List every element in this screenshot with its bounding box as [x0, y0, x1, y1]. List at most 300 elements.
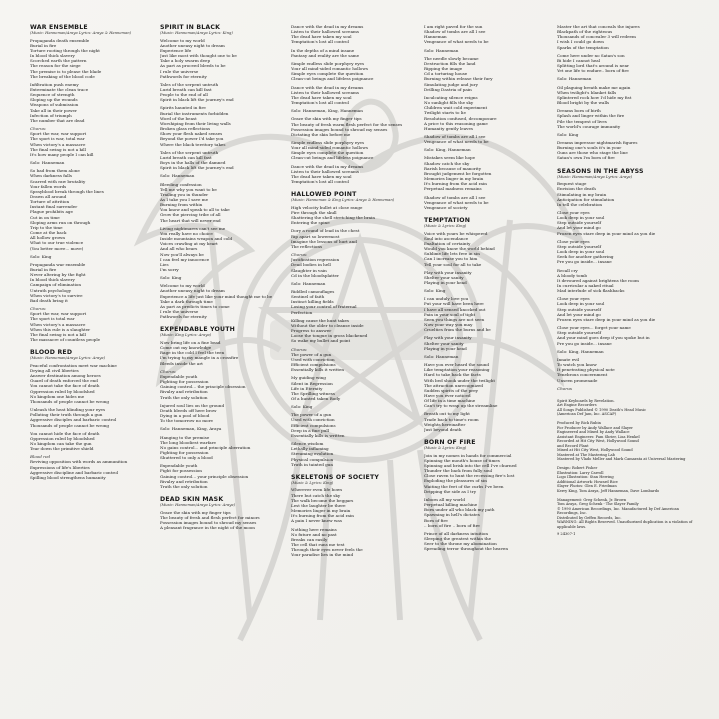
lyric-line: Bi hide I cannot heal — [557, 57, 601, 63]
lyric-line: Your all mind-sided romantic hollows — [291, 145, 368, 151]
lyric-line: Efficient compulsions — [291, 422, 336, 428]
lyric-line: Infiltration push enemy — [30, 81, 79, 87]
song-credit: (Music: Hanneman/Araya Lyrics: King) — [160, 31, 233, 35]
lyric-line: Sudden spirits of the prey — [424, 387, 478, 393]
lyric-line: Step outside yourself — [557, 243, 602, 249]
lyric-line: The cell that runs me test — [291, 542, 345, 547]
lyric-line: In the depths of a mind insane — [291, 47, 355, 53]
lyric-line: Scorched earth the pattern — [30, 58, 87, 64]
lyric-line: The reflections — [291, 243, 323, 249]
lyrics-column-4 — [424, 24, 560, 704]
lyric-line: Truth the only solution — [160, 394, 208, 400]
lyric-line: Lurid breath can kill fast — [160, 87, 212, 92]
stanza — [424, 296, 560, 332]
stanza — [291, 375, 427, 401]
lyric-line: The dead have taken my soul — [291, 173, 352, 179]
song-block — [291, 24, 427, 184]
lyric-line: Pre you go inside... insane — [557, 259, 612, 265]
stanza — [291, 228, 427, 249]
lyric-line: Perpetual madness remains — [424, 186, 482, 192]
lyrics-column-1 — [30, 24, 166, 704]
lyric-line: Cruelties from the burns and be — [424, 327, 491, 333]
lyric-line: As part as proceed bleeds to be — [160, 63, 226, 69]
song-block — [557, 24, 697, 161]
lyric-line: Exploding the pleasures of sin — [424, 478, 487, 484]
lyric-line: Simple eyes complete the question — [291, 71, 364, 77]
lyric-line: Propaganda war ensemble — [30, 261, 86, 267]
lyric-line: A bloody tomb — [557, 272, 587, 278]
solo-credit: Solo: King — [30, 253, 52, 259]
lyric-line: Close your eyes — [557, 238, 590, 244]
lyric-line: Expendable youth — [160, 373, 198, 379]
stanza — [291, 205, 427, 226]
lyric-line: When darkness falls — [30, 173, 72, 179]
lyric-line: Word of the beast — [160, 115, 197, 121]
stanza — [424, 453, 560, 494]
lyric-line: Can't try to wrap up the streamline — [424, 403, 498, 409]
lyric-line: Efficient compulsions — [291, 362, 336, 368]
lyric-line: I rule the universe — [160, 309, 199, 315]
lyric-line: Another uneasy night to dream — [160, 42, 225, 48]
lyric-line: Boys in the halls of the damned — [160, 160, 226, 166]
lyric-line: Grow the piercing tribe of all — [160, 212, 221, 218]
lyric-line: Used with conviction — [291, 356, 335, 362]
stanza — [30, 407, 166, 428]
stanza — [557, 357, 697, 383]
solo-credit: Solo: Hanneman — [160, 173, 195, 179]
lyric-line: Look deep in your soul — [557, 249, 605, 255]
section-label: Chorus: — [291, 252, 308, 258]
lyric-line: Satan's own I'm born of fire — [557, 155, 615, 161]
stanza — [30, 82, 166, 123]
lyric-line: Possession images bound to shroud my senses — [160, 519, 257, 525]
lyric-line: The number that are dead — [30, 117, 85, 123]
stanza — [291, 441, 427, 467]
lyric-line: Propaganda death ensemble — [30, 37, 90, 43]
lyric-line: Sequence of strength — [30, 92, 75, 98]
lyric-line: Riddled camouflages — [291, 289, 335, 294]
lyric-line: The long bloodiest warfare — [160, 439, 216, 445]
lyric-line: Tales of the serpent untruth — [160, 149, 219, 155]
lyric-line: I'm trying to my mangle in a crossfire — [160, 355, 239, 361]
lyric-line: Temptation's lost all control — [291, 179, 349, 185]
lyric-line: Another uneasy night to dream — [160, 288, 225, 294]
lyric-line: Fighting for possession — [160, 449, 209, 455]
lyric-line: I have all sensed knocked out — [424, 306, 486, 312]
lyric-line: Gaining control... the principle obsession — [160, 384, 246, 390]
liner-line: Distributed by Geffen Records, Inc. — [557, 515, 622, 520]
lyric-line: A pain I never knew was — [291, 518, 342, 524]
liner-line: Design: Robert Fisher — [557, 466, 598, 471]
stanza — [291, 164, 427, 185]
lyric-line: Instinct killing fields — [291, 299, 334, 305]
lyric-line: Shadow of tombs are all I see — [424, 194, 486, 200]
stanza — [424, 411, 560, 432]
lyric-line: Frozen eyes stare deep in your mind as you die — [557, 230, 656, 236]
stanza — [291, 487, 427, 523]
lyric-line: Mad interlude of sick flashbacks — [557, 288, 625, 294]
liner-line: Additional Artwork: Howard Rice — [557, 479, 618, 484]
lyric-line: Silent in Regression — [291, 380, 333, 386]
lyric-line: Trip to the time — [30, 224, 63, 230]
lyric-line: Reviving opposition with words as ammunition — [30, 459, 128, 465]
lyric-line: Brought judgement be forgotten — [424, 170, 492, 176]
lyric-line: I rule the universe — [160, 68, 199, 74]
song-block — [557, 168, 697, 391]
lyric-line: Torture rooting through the night — [30, 47, 100, 53]
song-block — [424, 24, 560, 210]
lyric-line: Living nightmares can't see me — [160, 225, 226, 231]
solo-credit: Solo: Hanneman — [30, 160, 65, 166]
lyric-line: Never altering by the fight — [30, 272, 86, 278]
stanza — [160, 510, 296, 531]
lyric-line: Truth in tainted gun — [291, 461, 334, 467]
lyric-line: And let your mind go — [557, 225, 601, 231]
lyric-line: Deep in a fine pull — [291, 427, 330, 433]
lyric-line: Would you know the world behind — [424, 246, 495, 252]
liner-line: Mastered by Vlado Meller and Mark Camarata at Universal Mastering — [557, 457, 686, 462]
lyric-line: Tear down the primitive shield — [30, 446, 94, 452]
song-credit: (Music: Hanneman/Araya Lyrics: Araya & Hanneman) — [30, 31, 132, 35]
song-block — [291, 474, 427, 558]
lyric-line: Voice with yours be whispered — [424, 230, 488, 236]
lyric-line: Step outside yourself — [557, 330, 602, 336]
lyric-line: Playing in your head — [424, 345, 467, 351]
liner-line: Engineered and Mixed by Andy Wallace — [557, 430, 630, 435]
lyric-line: Inborn all my world — [424, 496, 465, 502]
lyric-line: Seen you things are not seen — [424, 316, 485, 322]
lyric-line: Guard of death enforced the end — [30, 378, 98, 384]
lyric-line: Streaming evolution — [291, 451, 334, 457]
lyric-line: No gains control... and principle aberration — [160, 444, 251, 450]
stanza — [30, 131, 166, 157]
lyric-line: Possession images bound to shroud my senses — [291, 126, 388, 132]
lyric-line: Clean-cut beings and lifeless poignance — [291, 155, 374, 161]
lyric-line: Can I increase you to him — [424, 256, 478, 262]
song-credit: (Music & Lyrics: King) — [424, 224, 467, 228]
lyric-line: When twilight's blanket falls — [557, 89, 617, 95]
lyric-line: Spirit in black lift the journey's end — [160, 97, 234, 103]
lyric-line: So bad from them alone — [30, 168, 80, 174]
stanza — [160, 38, 296, 79]
lyric-line: Frozen eyes stare deep in your mind as you die — [557, 316, 656, 322]
lyric-line: Sublime life lets free in sin — [424, 251, 480, 257]
lyric-line: No future and no past — [291, 531, 337, 537]
lyric-line: Inside mountains weapon and cold — [160, 236, 233, 242]
lyric-line: Anticipation for stimulation — [557, 196, 615, 202]
stanza — [424, 335, 560, 350]
lyric-line: Play with your insanity — [424, 269, 472, 275]
lyric-line: There but catch the sky — [291, 492, 341, 498]
lyric-line: No sunlight fills the sky — [424, 100, 474, 106]
lyric-line: It devoured against brightens the room — [557, 277, 639, 283]
stanza — [30, 431, 166, 452]
liner-line: Management: Greg Schenk, Jr. Brown — [557, 497, 627, 502]
song-title: EXPENDABLE YOUTH — [160, 326, 236, 334]
lyric-line: Bequest stage — [557, 181, 587, 187]
lyric-line: Dying in a pool of blood — [160, 413, 210, 419]
lyric-line: Where the black territory takes — [160, 141, 226, 147]
lyric-line: Shadow catch the sky — [424, 160, 470, 166]
lyric-line: Lest the laughter be there — [291, 502, 346, 508]
lyric-line: Spirits haunted in fire — [160, 105, 206, 111]
lyric-line: Vengeance of what needs to be — [424, 39, 489, 45]
lyric-line: Dictating the skin before me — [291, 131, 351, 137]
lyric-line: Progress to answer — [291, 328, 332, 334]
liner-line: Tom Araya, Greg Schenk - The Slayer Family — [557, 502, 639, 507]
song-credit: (Music: Hanneman & King Lyrics: Araya & Hanneman) — [291, 198, 395, 203]
lyric-line: Have you ever noticed — [424, 392, 471, 398]
lyric-line: Aggressive disciples and barbaric control — [30, 417, 117, 423]
lyric-line: Silence wisdom — [291, 441, 324, 447]
lyric-line: I can unduly love you — [424, 296, 469, 302]
lyric-line: Memories linger in my brain — [424, 176, 484, 182]
lyric-line: Oppression ruled by bloodshed — [30, 435, 95, 441]
lyric-line: Close your eyes... forget your name — [557, 325, 631, 331]
lyric-line: Blackpath of the righteous — [557, 29, 613, 35]
stanza — [30, 262, 166, 303]
stanza — [424, 95, 560, 131]
lyric-line: Temptation's lost all control — [291, 39, 349, 45]
lyric-line: Pathwords for eternity — [160, 73, 207, 79]
lyric-line: Shelter your sanity — [424, 340, 464, 346]
song-title: WAR ENSEMBLE — [30, 24, 88, 31]
lyric-line: My guiding wing — [291, 375, 326, 381]
stanza — [160, 150, 296, 171]
lyric-line: Play with your insanity — [424, 335, 472, 341]
liner-line: Assistant Engineers: Pam Shrier, Lisa Henkel — [557, 434, 640, 439]
lyric-line: In blood thick slavery — [30, 53, 75, 59]
lyric-line: Peaceful confrontation meet war machine — [30, 362, 117, 368]
solo-credit: Solo: Hanneman — [424, 47, 459, 53]
lyric-line: When victory's a massacre — [30, 141, 86, 147]
lyric-line: Polluting their truth through a gun — [30, 412, 103, 418]
lyric-line: No kingdom can take the gun — [30, 440, 92, 446]
section-label: Blood red — [30, 454, 51, 460]
lyric-line: Lethally inflaming — [291, 446, 329, 452]
lyric-line: Take a holy swarm deep — [160, 58, 211, 64]
lyric-line: Now bring life on a fine bead — [160, 340, 221, 345]
lyric-line: Oil plaguing breath make me again — [557, 84, 631, 90]
stanza — [160, 463, 296, 489]
solo-credit: Solo: Hanneman — [291, 280, 326, 286]
lyric-line: Recall cry — [557, 267, 578, 273]
lyric-line: The heart that will never end — [160, 217, 221, 223]
lyric-line: Sentinel of faith — [291, 294, 325, 300]
lyric-line: Put your will have been here — [424, 301, 484, 307]
liner-line: WARNING: All Rights Reserved. Unauthorized duplication is a violation of applicable laws. — [557, 520, 693, 529]
lyric-line: Pile the tempest of lives — [557, 118, 607, 124]
lyric-line: Simple endless slide porphyry eyes — [291, 139, 365, 145]
solo-credit: Solo: Hanneman — [424, 353, 459, 359]
lyric-line: A price to this reasoning game — [424, 120, 488, 126]
lyric-line: Loose the tongue in gross blackened — [291, 333, 368, 339]
lyric-line: Sport the war, war support — [30, 131, 87, 137]
stanza — [160, 403, 296, 424]
catalog-number: 9 24307-1 — [557, 532, 576, 537]
lyric-line: The needle slowly became — [424, 55, 479, 61]
lyric-line: Welcome to my world — [160, 283, 205, 289]
song-title: SKELETONS OF SOCIETY — [291, 473, 380, 481]
liner-line: (American Def Jam, Inc. ASCAP) — [557, 412, 617, 417]
lyric-line: .. born of fire .. born of fire — [424, 522, 480, 528]
stanza — [291, 116, 427, 137]
lyric-line: Vengeance of society — [424, 204, 468, 210]
stanza — [160, 226, 296, 272]
lyric-line: Infection of triumph — [30, 112, 72, 118]
lyric-line: Truth the only solution — [160, 483, 208, 489]
lyric-line: Without the older to cleanse inside — [291, 322, 364, 328]
lyric-line: Shattering the shell stretching the brain — [291, 215, 376, 221]
lyric-line: Sport the war, war support — [30, 311, 87, 317]
lyric-line: Lurid breath can kill fast — [160, 154, 212, 160]
liner-line: Logo Illustration: Stan Herring — [557, 475, 614, 480]
lyric-line: Listen to their hallowed screams — [291, 89, 360, 95]
lyric-line: The dead have taken my soul — [291, 34, 352, 40]
lyric-line: Simulating judge and jury — [424, 81, 478, 87]
lyric-line: As I take you I save me — [160, 196, 209, 202]
stanza — [424, 270, 560, 285]
lyric-line: With bed shook under the twilight — [424, 377, 496, 383]
lyric-line: Close raven to hunt the recessing fire's lost — [424, 473, 515, 479]
lyric-line: Campaign of elimination — [30, 282, 82, 288]
lyric-line: Dreams born of birth — [557, 108, 601, 114]
lyric-line: Plague prohibits age — [30, 209, 73, 215]
lyric-line: Pain in your soul of tight — [424, 311, 476, 317]
lyric-line: I am right paved for the sun — [424, 24, 483, 29]
song-credit: (Music: King Lyrics: Araya) — [160, 333, 212, 338]
lyric-line: Entering the spine — [291, 220, 330, 226]
lyric-line: You cannot take the face of death — [30, 383, 100, 389]
stanza — [30, 168, 166, 251]
lyric-line: All hollow grown — [30, 235, 66, 241]
lyric-line: Dance with the dead in my dreams — [291, 24, 364, 29]
lyric-line: Unseen promenade — [557, 377, 598, 383]
lyric-line: When this rule is a slaughter — [30, 326, 91, 332]
stanza — [160, 340, 296, 366]
song-block — [160, 496, 296, 530]
lyric-line: Yet one life to endure.. born of fire — [557, 68, 629, 74]
lyric-line: In blood thick slavery — [30, 277, 75, 283]
stanza — [424, 134, 560, 144]
lyric-line: Oppression ruled by bloodshed — [30, 388, 95, 394]
lyric-line: Beyond the power I'd take you — [160, 136, 224, 142]
lyric-line: Children wait cold experiment — [424, 105, 488, 111]
song-credit: (Music & Lyrics: King) — [291, 480, 334, 485]
lyric-line: Rarish because of manority — [424, 165, 482, 171]
song-title: BLOOD RED — [30, 349, 73, 357]
liner-line: Mastered at The Mastering Lab — [557, 452, 615, 457]
lyric-line: Listen to their hallowed screams — [291, 29, 360, 35]
stanza — [291, 140, 427, 161]
lyric-line: Spawning in hell's dictates — [424, 512, 480, 518]
lyric-line: Look deep in your soul — [557, 301, 605, 307]
lyric-line: A pleasant fragrance in the night of the moon — [160, 525, 255, 531]
lyric-line: Answer destination among heroes — [30, 373, 101, 379]
lyric-line: Burning within release their fury — [424, 76, 493, 82]
lyric-line: Burning from within — [160, 202, 203, 208]
lyric-line: Thunder the back from fully soul — [424, 468, 493, 474]
liner-notes — [557, 399, 697, 530]
lyric-line: Imagine the lessons of hurt and — [291, 238, 357, 244]
solo-credit: Solo: King — [291, 404, 313, 410]
lyric-line: Killing cause the hunt takes — [291, 317, 350, 323]
lyric-line: Master the art that conceals the injures — [557, 24, 640, 29]
lyric-line: Playing in your head — [424, 280, 467, 285]
lyric-line: Come at the back — [30, 230, 67, 236]
lyric-line: Sprayblood break through the lines — [30, 188, 104, 194]
song-block — [160, 24, 296, 319]
lyric-line: Sleeping the greatest within the — [424, 536, 492, 541]
lyrics-column-2 — [160, 24, 296, 704]
lyric-line: Worshiping from their living walls — [160, 120, 231, 126]
lyric-line: The reason for the siege — [30, 63, 81, 69]
lyric-line: Bleeds inside the art — [160, 360, 203, 366]
lyric-line: Breath out to my light — [424, 411, 470, 417]
lyric-line: Step outside yourself — [557, 306, 602, 312]
stanza — [557, 268, 697, 294]
lyric-line: Envision the death — [557, 186, 596, 192]
song-title: TEMPTATION — [424, 217, 471, 224]
stanza — [424, 497, 560, 528]
lyric-line: Welcome to my world — [160, 37, 205, 43]
song-title: DEAD SKIN MASK — [160, 496, 224, 504]
solo-credit: Solo: King, Hanneman — [424, 147, 471, 153]
lyric-line: Drying all civil liberties — [30, 367, 79, 373]
stanza — [160, 82, 296, 103]
liner-line: © 1990 American Recordings, Inc. Manufactured by Def American Recordings, Inc. — [557, 506, 679, 516]
lyric-line: Expendable youth — [160, 463, 198, 469]
lyric-line: Fantasy and reality are the same — [291, 52, 360, 58]
lyric-line: Torture of attrition — [30, 199, 70, 205]
lyric-line: Your paradise lies in the mind — [291, 552, 354, 558]
stanza — [291, 257, 427, 278]
lyric-line: Wherever even life bows — [291, 487, 343, 493]
lyric-line: Clean-cut beings and lifeless poignance — [291, 76, 374, 82]
stanza — [30, 311, 166, 342]
lyric-line: Pathwords for eternity — [160, 314, 207, 320]
lyric-line: Life in Eternity — [291, 385, 323, 391]
lyric-line: Trade back to time's room — [424, 416, 479, 422]
lyric-line: Innate evil — [557, 356, 580, 362]
lyric-line: Waiting the feet of the curbs I've been — [424, 483, 504, 489]
lyric-line: Untruth psychology — [30, 287, 72, 293]
stanza — [557, 325, 697, 346]
solo-credit: Solo: King, Hanneman — [557, 348, 604, 354]
lyric-line: Shadow of tombs are all I see — [424, 133, 486, 139]
lyric-line: Through their eyes never feels the — [291, 547, 363, 553]
lyric-line: Thousands of people cannot be wrong — [30, 398, 110, 404]
lyric-line: Perpetual killing machine — [424, 502, 478, 508]
lyric-line: You cannot hide the face of death — [30, 430, 100, 436]
stanza — [291, 24, 427, 45]
song-credit: (Music: Hanneman/Araya Lyrics: Araya) — [160, 503, 236, 508]
stanza — [424, 56, 560, 92]
lyric-line: Graze the skin with my finger tips — [291, 116, 362, 122]
lyric-line: It's how many people I can kill — [30, 151, 94, 157]
stanza — [160, 374, 296, 400]
stanza — [557, 85, 697, 106]
lyric-line: The final swing is not a kill — [30, 331, 86, 337]
song-block — [160, 326, 296, 489]
song-credit: (Music: Hanneman/Araya Lyrics: Araya) — [30, 356, 106, 361]
lyric-line: Trailing you in thunder — [160, 191, 209, 197]
liner-line: Produced by Rick Rubin — [557, 421, 601, 426]
solo-credit: Solo: Hanneman, King, Hanneman — [291, 108, 363, 114]
lyric-line: Essentially kills it written — [291, 367, 345, 373]
lyric-line: Injured soul lies on the ground — [160, 402, 225, 408]
lyric-line: Sloping up the wounds — [30, 97, 78, 103]
